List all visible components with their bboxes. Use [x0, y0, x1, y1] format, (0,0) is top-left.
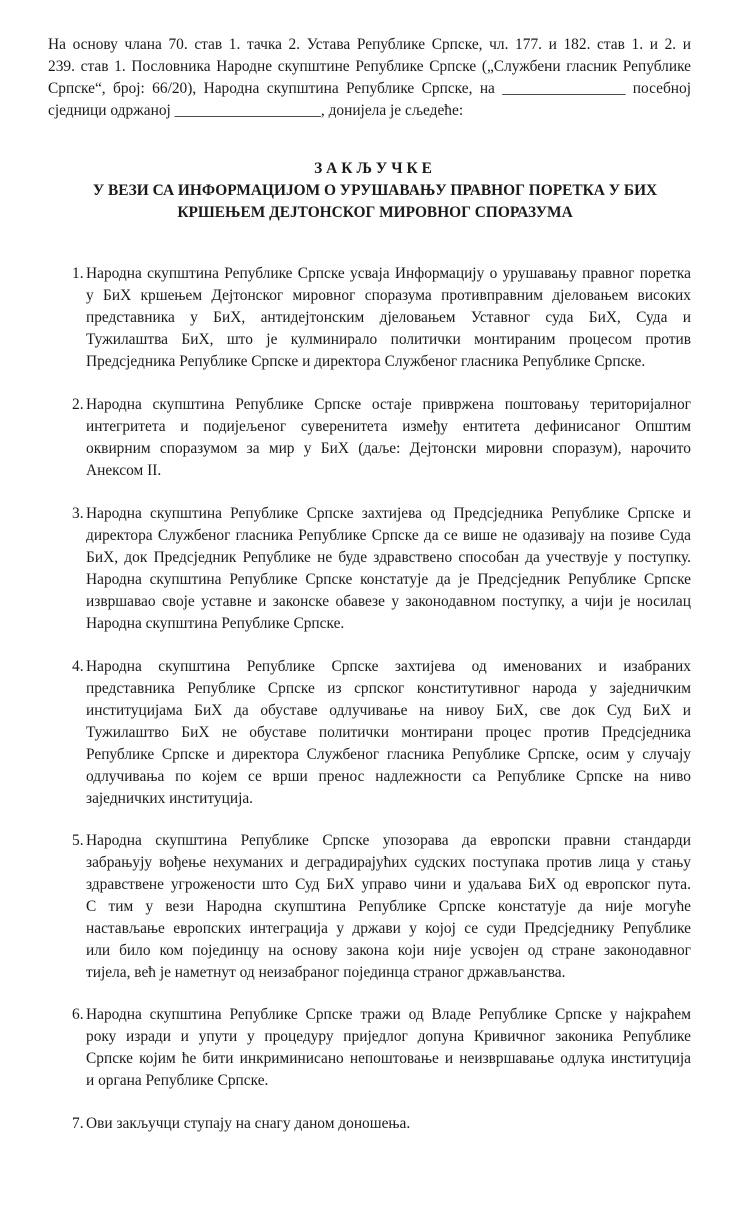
intro-line: На основу члана 70. став 1. тачка 2. Устава Републике Српске, чл. 177. и 182. став 1. и 2. и: [48, 36, 691, 53]
document-heading: ЗАКЉУЧКЕ: [314, 160, 436, 177]
item-line: Тужилаштво БиХ не обуставе политички монтирани процес против Предсједника: [86, 724, 691, 741]
item-line: Тужилаштва БиХ, што је кулминирало политички монтираним процесом против: [86, 331, 691, 348]
item-line: оквирним споразумом за мир у БиХ (даље: Дејтонски мировни споразум), нарочито: [86, 440, 691, 457]
intro-line: Српске“, број: 66/20), Народна скупштина Републике Српске, на ________________ посебној: [48, 80, 691, 97]
document-subtitle-line: КРШЕЊЕМ ДЕЈТОНСКОГ МИРОВНОГ СПОРАЗУМА: [177, 204, 573, 221]
item-line: Ови закључци ступају на снагу даном доношења.: [86, 1115, 411, 1132]
item-line: и органа Републике Српске.: [86, 1072, 269, 1089]
item-line: Народна скупштина Републике Српске.: [86, 615, 345, 632]
item-line: Народна скупштина Републике Српске захтијева од именованих и изабраних: [86, 658, 691, 675]
item-line: представника у БиХ, антидејтонским дјеловањем Уставног суда БиХ, Суда и: [86, 309, 691, 326]
item-number: 7.: [72, 1115, 84, 1132]
item-number: 1.: [72, 265, 84, 282]
item-line: у БиХ кршењем Дејтонског мировног споразума противправним дјеловањем високих: [86, 287, 691, 304]
item-line: извршавао своје уставне и законске обавезе у законодавном поступку, а чији је носилац: [86, 593, 691, 610]
item-line: забрањују вођење нехуманих и деградирајућих судских поступака против лица у стању: [86, 854, 691, 871]
item-line: С тим у вези Народна скупштина Републике Српске констатује да није могуће: [86, 898, 691, 915]
item-line: одлучивања по којем се врши пренос надлежности са Републике Српске на ниво: [86, 768, 691, 785]
item-line: Предсједника Републике Српске и директора Службеног гласника Републике Српске.: [86, 353, 646, 370]
item-line: представника Републике Српске из српског конститутивног народа у заједничким: [86, 680, 691, 697]
item-number: 2.: [72, 396, 84, 413]
item-line: Народна скупштина Републике Српске захтијева од Предсједника Републике Српске и: [86, 505, 691, 522]
item-line: Републике Српске и директора Службеног гласника Републике Српске, осим у случају: [86, 746, 691, 763]
item-line: тијела, већ је наметнут од неизабраног појединца страног држављанства.: [86, 964, 566, 981]
item-number: 4.: [72, 658, 84, 675]
item-line: институцијама БиХ да обуставе одлучивање на нивоу БиХ, све док Суд БиХ и: [86, 702, 691, 719]
item-line: Народна скупштина Републике Српске констатује да је Предсједник Републике Српске: [86, 571, 691, 588]
item-number: 6.: [72, 1006, 84, 1023]
intro-line: сједници одржаној ___________________, донијела је сљедеће:: [48, 102, 464, 119]
item-line: интегритета и подијељеног суверенитета између ентитета дефинисаног Општим: [86, 418, 691, 435]
document-subtitle-line: У ВЕЗИ СА ИНФОРМАЦИЈОМ О УРУШАВАЊУ ПРАВНОГ ПОРЕТКА У БИХ: [92, 182, 658, 199]
item-number: 5.: [72, 832, 84, 849]
item-line: настављање европских интеграција у држави у којој се суди Предсједнику Републике: [86, 920, 691, 937]
item-line: здравствене угрожености што Суд БиХ управо чини и удаљава БиХ од европског пута.: [86, 876, 691, 893]
item-line: Српске којим ће бити инкриминисано непоштовање и неизвршавање одлука институција: [86, 1050, 691, 1067]
item-line: или било ком појединцу на основу закона који није усвојен од стране законодавног: [86, 942, 691, 959]
item-line: року изради и упути у процедуру приједлог допуна Кривичног законика Републике: [86, 1028, 691, 1045]
item-line: БиХ, док Предсједник Републике не буде здравствено способан да учествује у поступку.: [86, 549, 691, 566]
item-number: 3.: [72, 505, 84, 522]
item-line: Народна скупштина Републике Српске остаје привржена поштовању територијалног: [86, 396, 691, 413]
item-line: заједничких институција.: [86, 790, 254, 807]
item-line: Анексом II.: [86, 462, 162, 479]
item-line: Народна скупштина Републике Српске тражи од Владе Републике Српске у најкраћем: [86, 1006, 691, 1023]
intro-line: 239. став 1. Пословника Народне скупштине Републике Српске („Службени гласник Републике: [48, 58, 691, 75]
item-line: директора Службеног гласника Републике Српске да се више не одазивају на позиве Суда: [86, 527, 691, 544]
item-line: Народна скупштина Републике Српске упозорава да европски правни стандарди: [86, 832, 691, 849]
item-line: Народна скупштина Републике Српске усваја Информацију о урушавању правног поретка: [86, 265, 691, 282]
